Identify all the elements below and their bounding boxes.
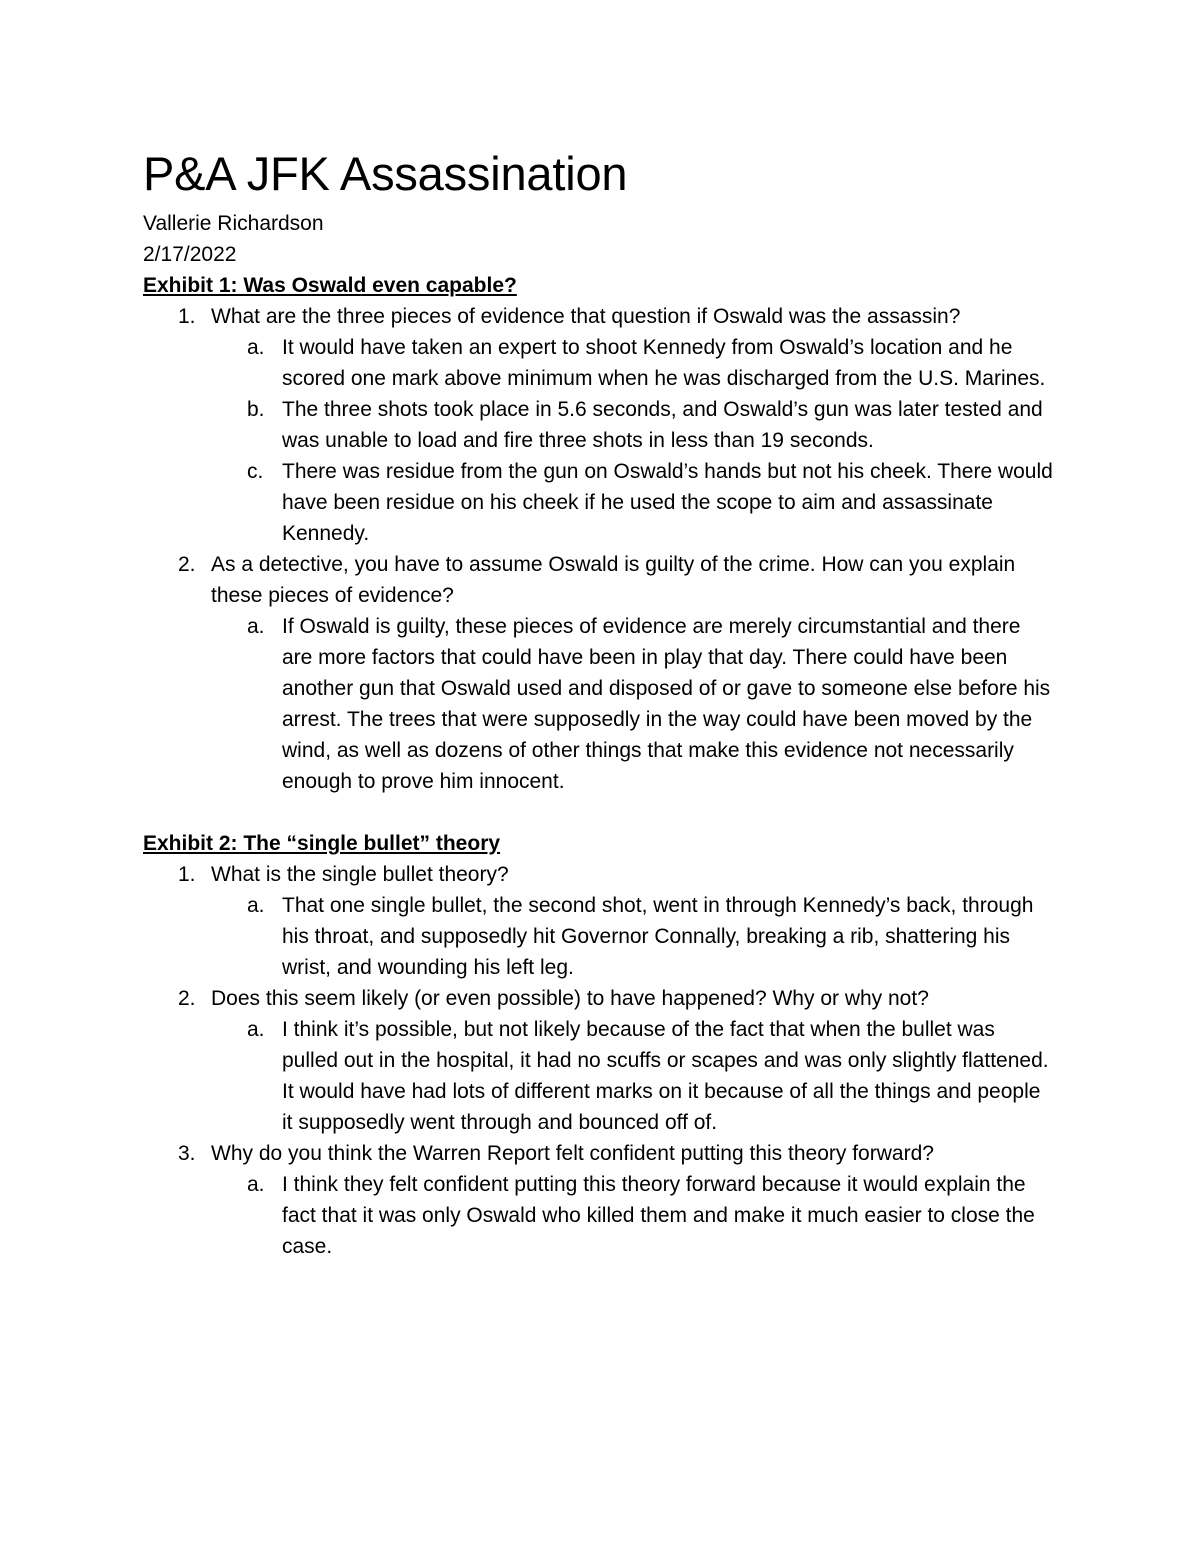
answer-text: It would have taken an expert to shoot Kennedy from Oswald’s location and he scored one mark above minimum when he was discharged from the U.S. Marines. xyxy=(282,336,1046,390)
question-text: As a detective, you have to assume Oswald is guilty of the crime. How can you explain these pieces of evidence? xyxy=(211,553,1016,607)
document-title: P&A JFK Assassination xyxy=(143,147,628,200)
question-number: 3. xyxy=(178,1142,196,1165)
answer-text: There was residue from the gun on Oswald’s hands but not his cheek. There would have been residue on his cheek if he used the scope to aim and assassinate Kennedy. xyxy=(282,460,1053,545)
answer-text: The three shots took place in 5.6 seconds, and Oswald’s gun was later tested and was unable to load and fire three shots in less than 19 seconds. xyxy=(282,398,1043,452)
question-number: 2. xyxy=(178,553,196,576)
exhibit-1-question-1 xyxy=(143,301,1063,332)
exhibit-1-q1-answer-a xyxy=(143,332,1063,394)
section-spacer xyxy=(143,797,1063,828)
document-page xyxy=(143,147,1063,1262)
answer-letter: a. xyxy=(247,336,265,359)
answer-letter: b. xyxy=(247,398,265,421)
exhibit-1-q1-answer-b xyxy=(143,394,1063,456)
answer-text: That one single bullet, the second shot, went in through Kennedy’s back, through his throat, and supposedly hit Governor Connally, breaking a rib, shattering his wrist, and wounding his left leg. xyxy=(282,894,1034,979)
exhibit-2-heading: Exhibit 2: The “single bullet” theory xyxy=(143,832,501,855)
question-number: 1. xyxy=(178,863,196,886)
exhibit-2-q3-answer-a xyxy=(143,1169,1063,1262)
answer-text: I think it’s possible, but not likely because of the fact that when the bullet was pulled out in the hospital, it had no scuffs or scapes and was only slightly flattened. It would have had lots of different marks on it because of all the things and people it supposedly went through and bounced off of. xyxy=(282,1018,1049,1134)
question-number: 1. xyxy=(178,305,196,328)
exhibit-2-question-3 xyxy=(143,1138,1063,1169)
answer-text: I think they felt confident putting this theory forward because it would explain the fact that it was only Oswald who killed them and make it much easier to close the case. xyxy=(282,1173,1035,1258)
question-text: What is the single bullet theory? xyxy=(211,863,509,886)
exhibit-2-q2-answer-a xyxy=(143,1014,1063,1138)
answer-letter: a. xyxy=(247,1018,265,1041)
document-date: 2/17/2022 xyxy=(143,243,237,266)
answer-letter: a. xyxy=(247,894,265,917)
exhibit-2-question-1 xyxy=(143,859,1063,890)
exhibit-1-q1-answer-c xyxy=(143,456,1063,549)
question-text: What are the three pieces of evidence that question if Oswald was the assassin? xyxy=(211,305,961,328)
answer-letter: c. xyxy=(247,460,264,483)
question-text: Does this seem likely (or even possible) to have happened? Why or why not? xyxy=(211,987,929,1010)
answer-letter: a. xyxy=(247,1173,265,1196)
author-name: Vallerie Richardson xyxy=(143,212,324,235)
answer-letter: a. xyxy=(247,615,265,638)
exhibit-2-question-2 xyxy=(143,983,1063,1014)
answer-text: If Oswald is guilty, these pieces of evidence are merely circumstantial and there are more factors that could have been in play that day. There could have been another gun that Oswald used and disposed of or gave to someone else before his arrest. The trees that were supposedly in the way could have been moved by the wind, as well as dozens of other things that make this evidence not necessarily enough to prove him innocent. xyxy=(282,615,1051,793)
exhibit-2-q1-answer-a xyxy=(143,890,1063,983)
exhibit-1-heading: Exhibit 1: Was Oswald even capable? xyxy=(143,274,517,297)
exhibit-1-question-2 xyxy=(143,549,1063,611)
question-number: 2. xyxy=(178,987,196,1010)
exhibit-1-q2-answer-a xyxy=(143,611,1063,797)
question-text: Why do you think the Warren Report felt confident putting this theory forward? xyxy=(211,1142,934,1165)
